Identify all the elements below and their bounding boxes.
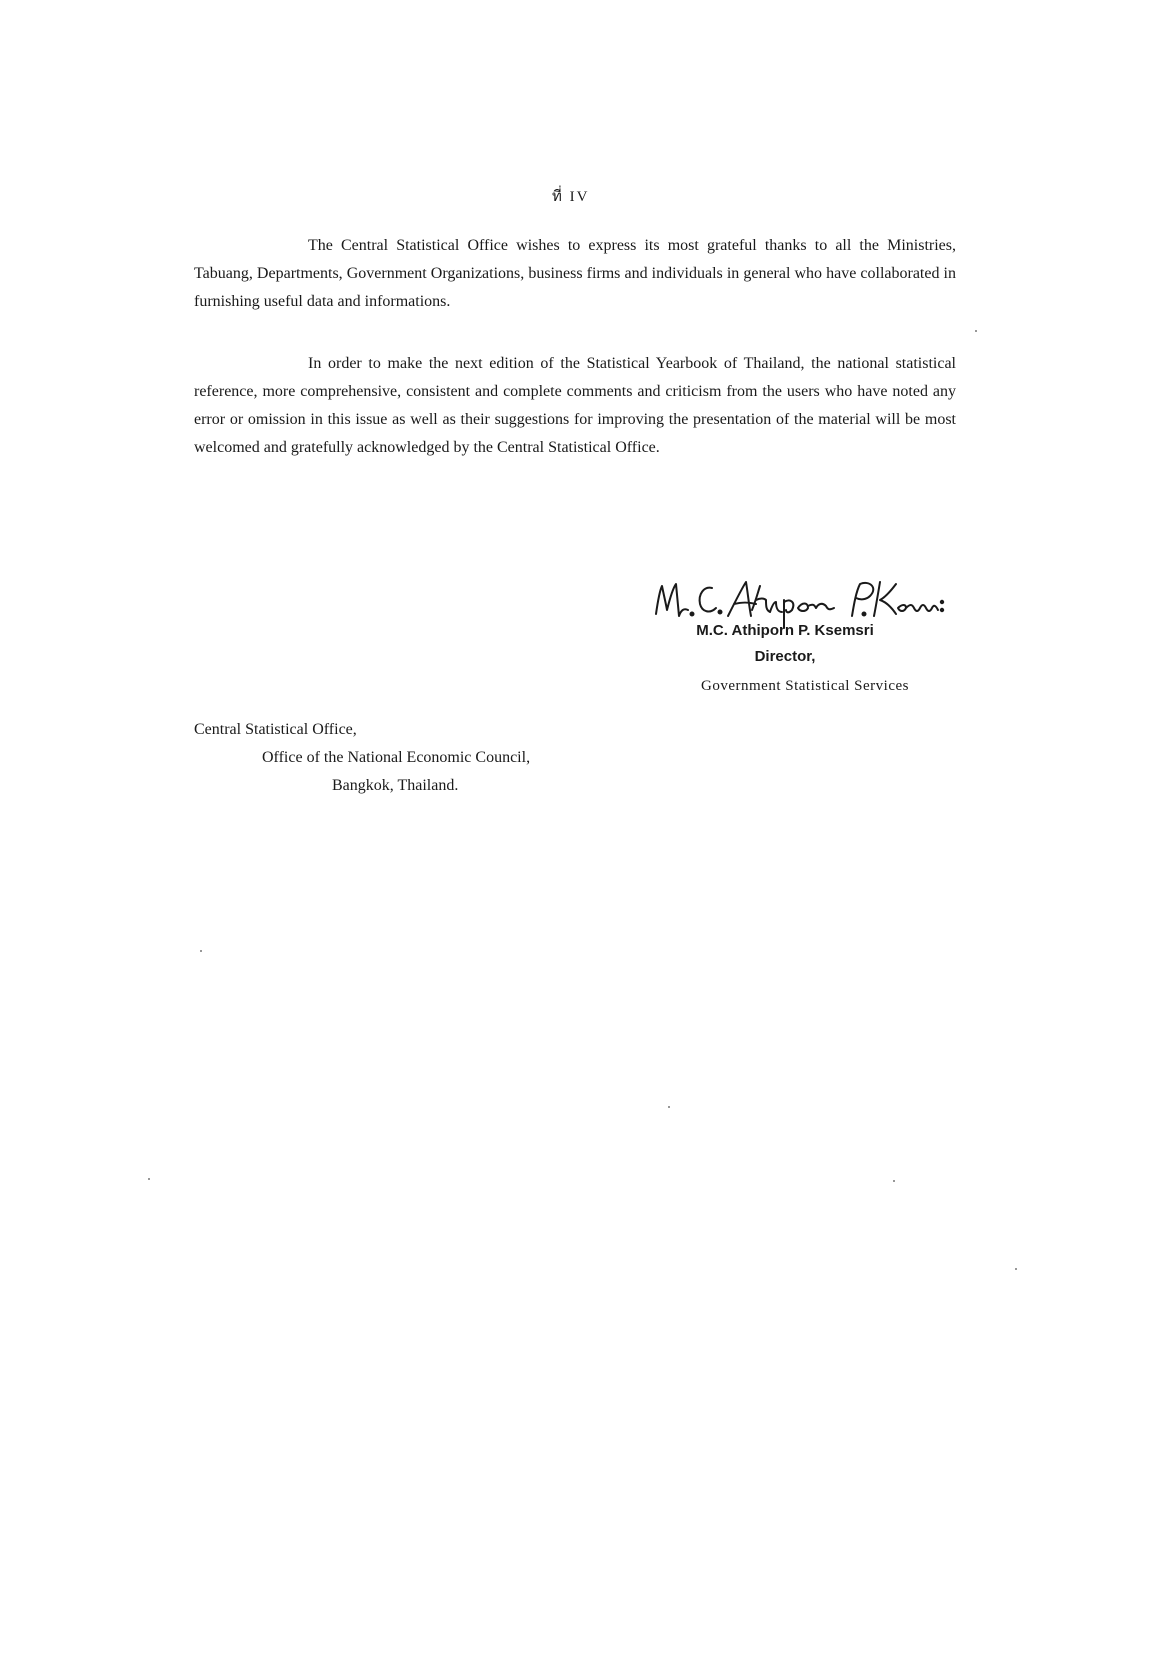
signer-name: M.C. Athiporn P. Ksemsri — [696, 622, 874, 639]
page-number: ที่ IV — [552, 189, 590, 205]
feedback-paragraph — [194, 350, 956, 462]
scan-speck — [1015, 1268, 1017, 1270]
address-line-1: Central Statistical Office, — [194, 721, 357, 738]
scan-speck — [148, 1178, 150, 1180]
scan-speck — [893, 1180, 895, 1182]
scan-speck — [975, 330, 977, 332]
acknowledgement-text: The Central Statistical Office wishes to express its most grateful thanks to all the Ministries, Tabuang, Departments, Government Organizations, business firms and individuals in general who have collaborated in furnishing useful data and informations. — [194, 237, 956, 310]
address-line-2: Office of the National Economic Council, — [262, 749, 531, 766]
feedback-text: In order to make the next edition of the Statistical Yearbook of Thailand, the national statistical reference, more comprehensive, consistent and complete comments and criticism from the users who have noted any error or omission in this issue as well as their suggestions for improving the presentation of the material will be most welcomed and gratefully acknowledged by the Central Statistical Office. — [194, 355, 956, 456]
signer-organization: Government Statistical Services — [701, 678, 909, 694]
address-line-3: Bangkok, Thailand. — [332, 777, 459, 794]
handwritten-signature — [648, 570, 948, 630]
acknowledgement-paragraph — [194, 232, 956, 316]
scan-speck — [668, 1106, 670, 1108]
signer-title: Director, — [754, 648, 816, 665]
scan-speck — [200, 950, 202, 952]
signature-drawing — [648, 570, 948, 630]
